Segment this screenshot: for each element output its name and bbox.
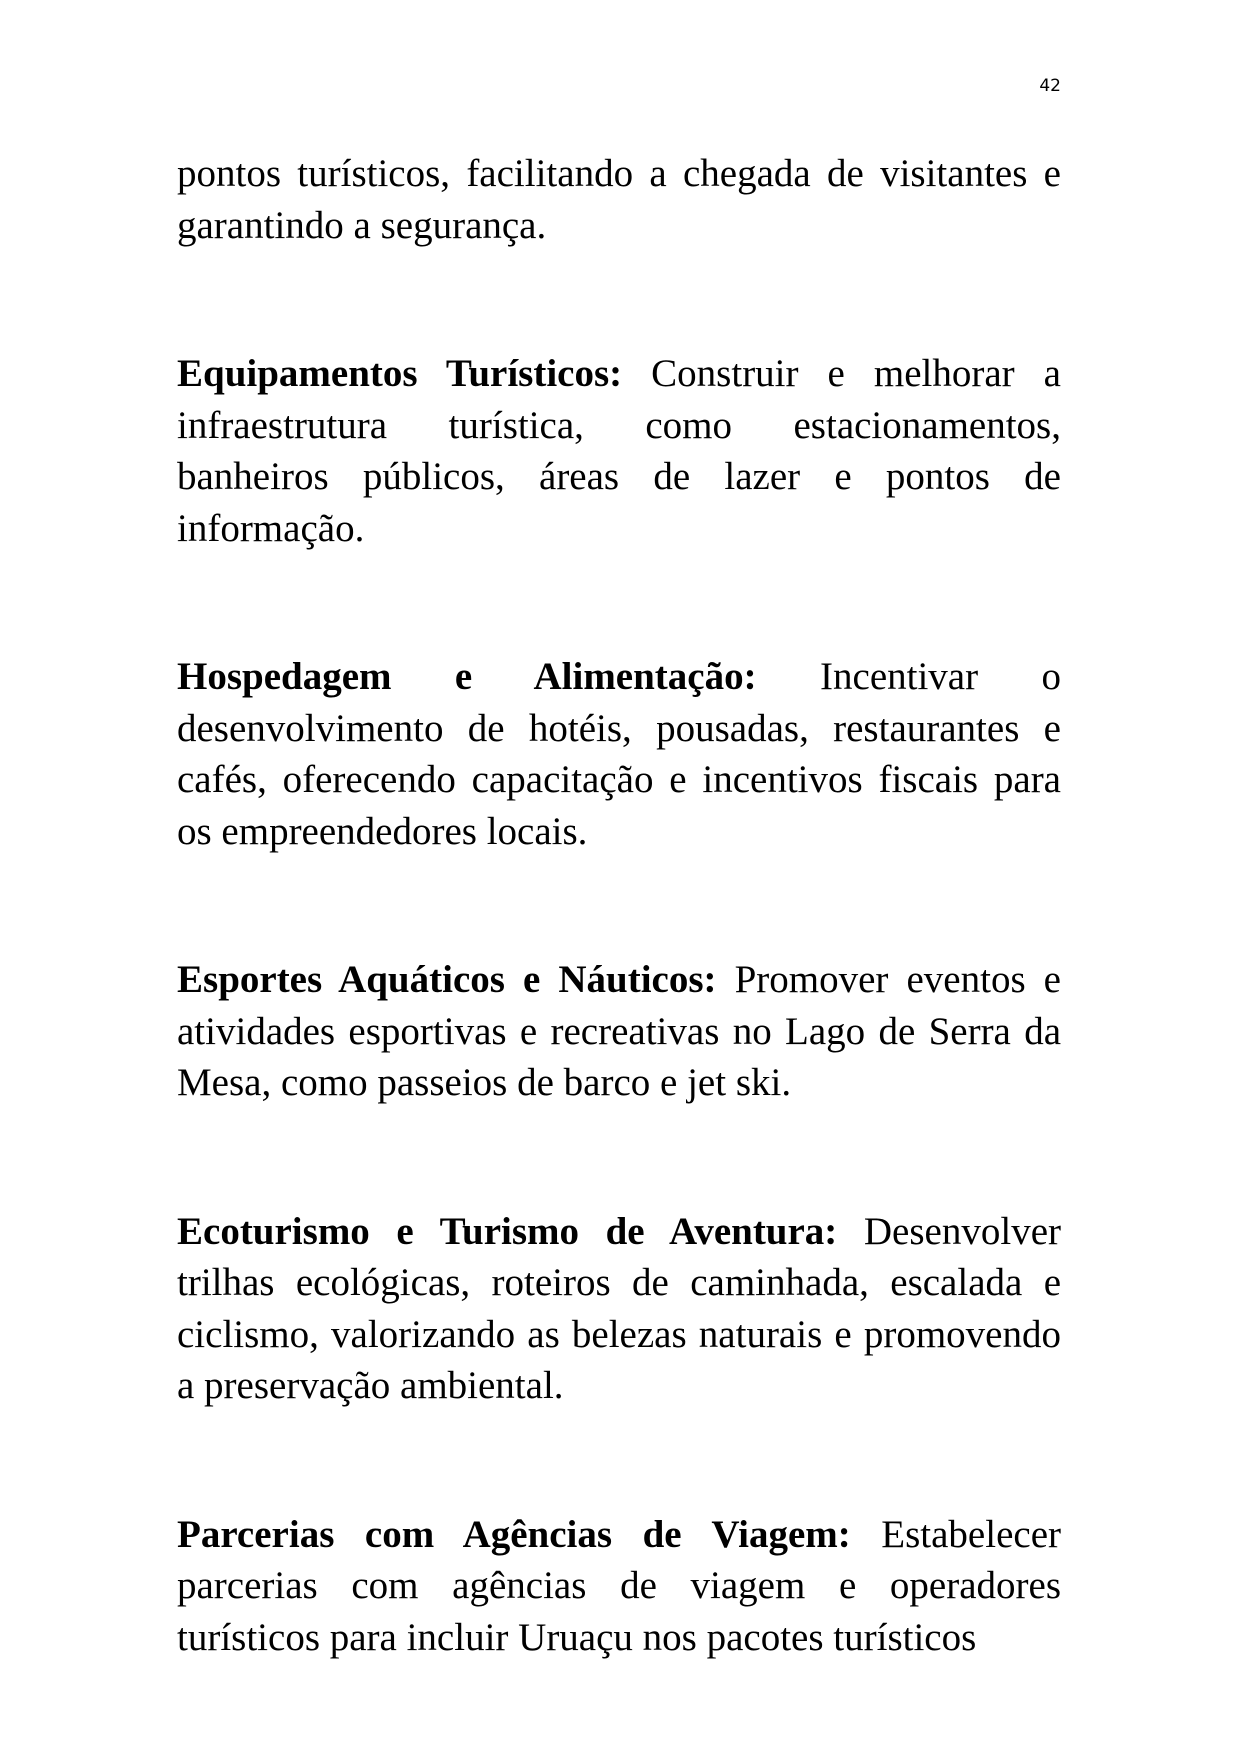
paragraph-parcerias [177,1509,1061,1664]
paragraph-heading: Ecoturismo e Turismo de Aventura: [177,1209,838,1253]
paragraph-text: Construir e melhorar a infraestrutura turística, como estacionamentos, banheiros públicos, áreas de lazer e pontos de informação. [177,352,1061,550]
paragraph-text: Estabelecer parcerias com agências de viagem e operadores turísticos para incluir Uruaçu nos pacotes turísticos [177,1512,1061,1659]
paragraph-text: pontos turísticos, facilitando a chegada de visitantes e garantindo a segurança. [177,152,1061,247]
paragraph-text: Incentivar o desenvolvimento de hotéis, pousadas, restaurantes e cafés, oferecendo capacitação e incentivos fiscais para os empreendedores locais. [177,655,1062,853]
paragraph-continuation [177,148,1061,251]
paragraph-heading: Equipamentos Turísticos: [177,352,623,395]
paragraph-equipamentos [177,348,1061,554]
document-body [177,148,1061,1663]
paragraph-esportes [177,954,1061,1109]
paragraph-ecoturismo [177,1206,1061,1412]
paragraph-hospedagem [177,651,1061,857]
paragraph-text: Desenvolver trilhas ecológicas, roteiros de caminhada, escalada e ciclismo, valorizando as belezas naturais e promovendo a preservação ambiental. [177,1209,1061,1407]
paragraph-heading: Parcerias com Agências de Viagem: [177,1512,851,1556]
paragraph-heading: Esportes Aquáticos e Náuticos: [177,958,717,1001]
paragraph-text: Promover eventos e atividades esportivas e recreativas no Lago de Serra da Mesa, como passeios de barco e jet ski. [177,958,1061,1104]
page-number: 42 [1039,76,1061,96]
paragraph-heading: Hospedagem e Alimentação: [177,655,757,698]
